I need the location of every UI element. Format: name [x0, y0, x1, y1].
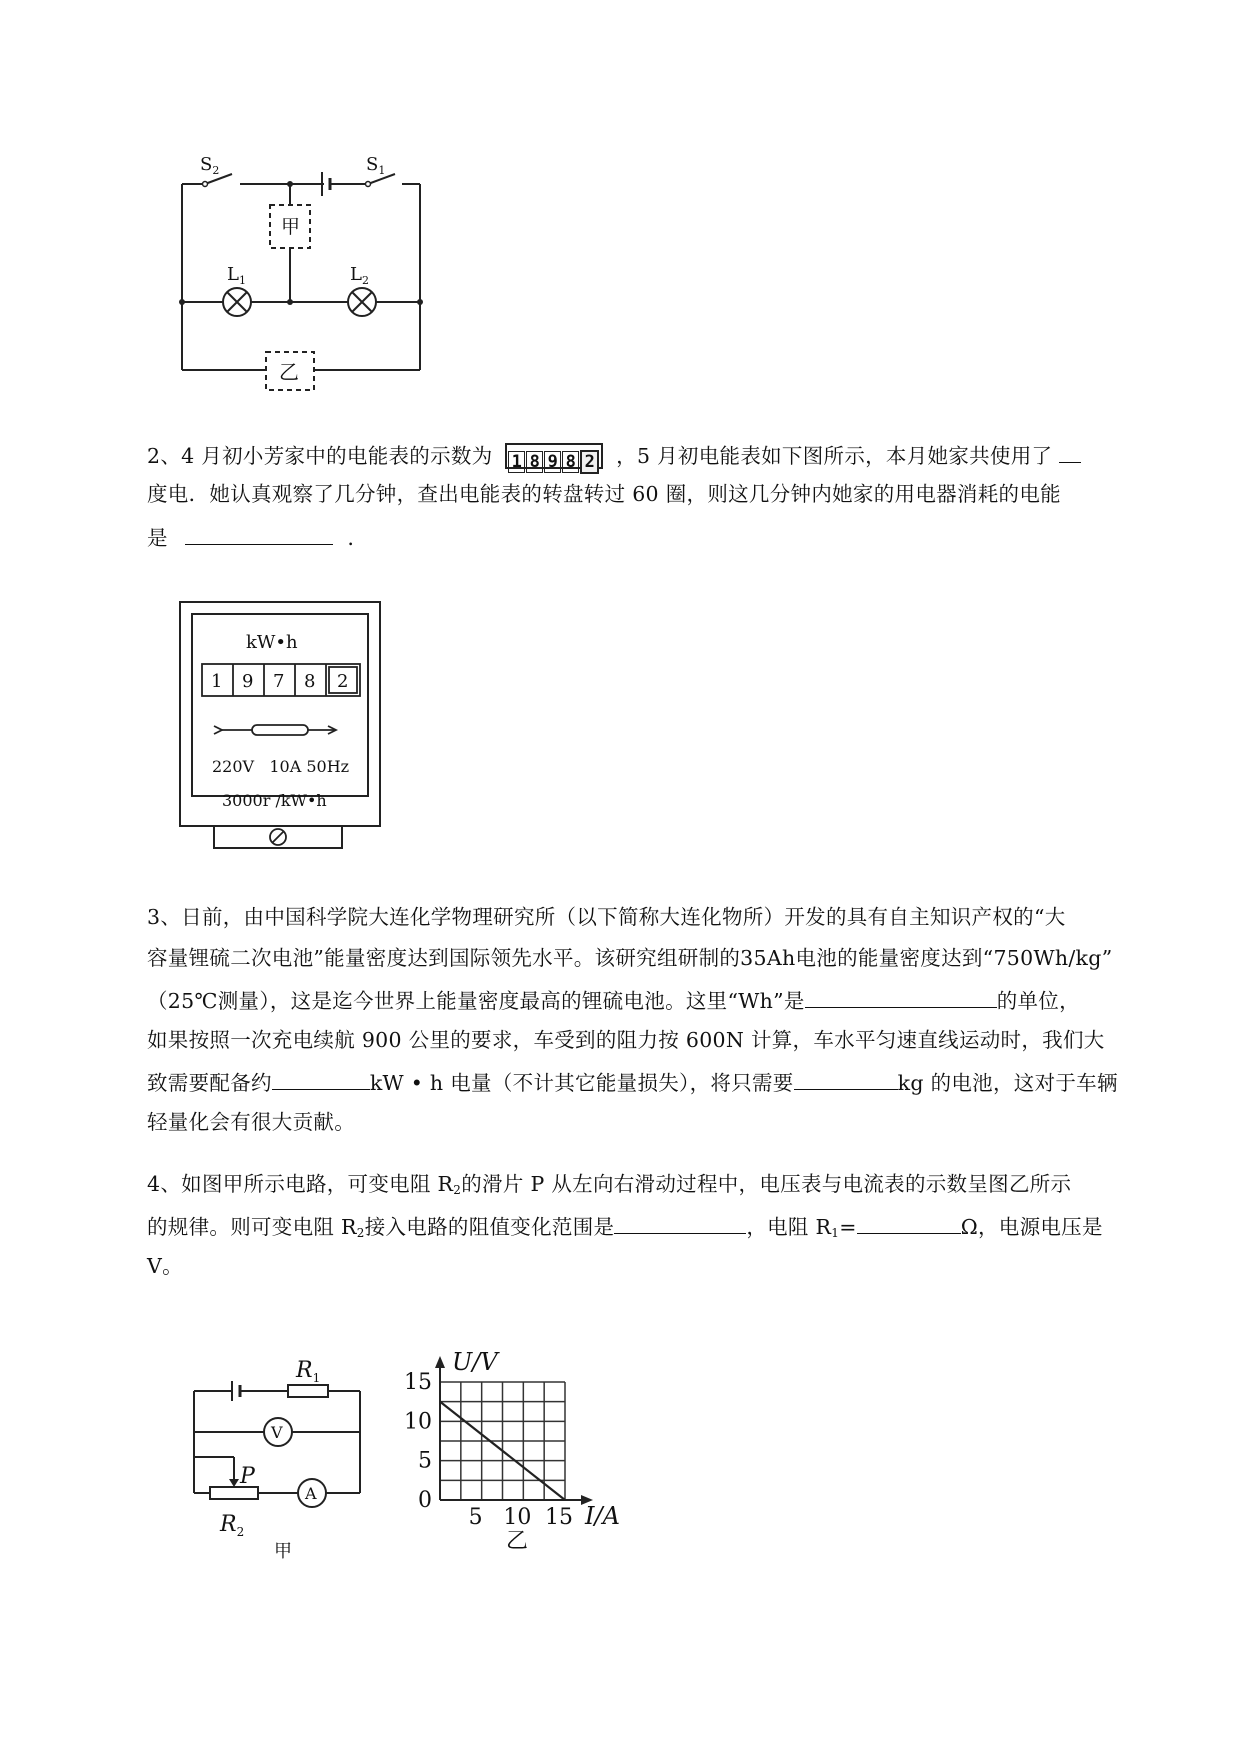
voltmeter-label: V — [271, 1423, 283, 1442]
meter-digit: 7 — [273, 671, 285, 692]
figure-yi-caption: 乙 — [506, 1529, 529, 1554]
inline-meter-digit: 2 — [580, 450, 599, 474]
q2-text-c: 是 — [147, 526, 168, 550]
y-tick-label: 15 — [404, 1370, 432, 1395]
q4-text-b: 的滑片 P 从左向右滑动过程中，电压表与电流表的示数呈图乙所示 — [461, 1172, 1072, 1196]
q3-text-c: 致需要配备约 — [147, 1071, 272, 1095]
q4-sub-a: 2 — [453, 1183, 462, 1197]
y-tick-label: 10 — [404, 1409, 432, 1435]
q4-text-g: Ω，电源电压是 — [960, 1215, 1103, 1239]
q2-line-3 — [147, 522, 368, 552]
q3-line-6: 轻量化会有很大贡献。 — [147, 1110, 355, 1134]
meter-rating: 220V 10A 50Hz — [212, 757, 350, 776]
circuit-figure-1 — [170, 154, 430, 390]
q2-line-2: 度电．她认真观察了几分钟，查出电能表的转盘转过 60 圈，则这几分钟内她家的用电器消耗的电能 — [147, 482, 1061, 506]
q2-blank-1[interactable] — [1059, 440, 1081, 463]
chart-y-axis-label: U/V — [452, 1348, 498, 1376]
meter-constant: 3000r /kW•h — [222, 791, 327, 810]
meter-digit: 8 — [304, 671, 316, 692]
meter-disc-icon — [214, 725, 336, 735]
meter-unit: kW•h — [246, 632, 298, 653]
x-tick-label: 5 — [468, 1505, 483, 1530]
q3-line-4: 如果按照一次充电续航 900 公里的要求，车受到的阻力按 600N 计算，车水平匀速直线运动时，我们大 — [147, 1028, 1105, 1052]
q2-text-a: 2、4 月初小芳家中的电能表的示数为 — [147, 444, 493, 468]
electric-meter-figure — [178, 600, 388, 850]
p-label: P — [240, 1464, 255, 1489]
q3-blank-1[interactable] — [805, 985, 997, 1008]
chart-grid — [440, 1382, 565, 1500]
l2-label: $L_2$ — [350, 264, 369, 287]
q3-text-d: kW • h 电量（不计其它能量损失），将只需要 — [369, 1071, 794, 1095]
q3-text-b: 的单位， — [996, 989, 1080, 1013]
q4-line-1 — [147, 1170, 1071, 1204]
q4-line-3: V。 — [147, 1254, 183, 1278]
x-tick-label: 10 — [503, 1505, 532, 1530]
q3-line-5 — [147, 1067, 1118, 1097]
q4-text-d: 接入电路的阻值变化范围是 — [364, 1215, 615, 1239]
q3-line-3 — [147, 985, 1080, 1015]
q4-sub-b: 2 — [356, 1226, 365, 1240]
ammeter-label: A — [305, 1484, 317, 1503]
meter-digit: 9 — [242, 671, 254, 692]
inline-meter-digit: 1 — [508, 451, 525, 473]
r2-label: $R_2$ — [220, 1512, 245, 1539]
meter-digit: 1 — [211, 671, 223, 692]
s2-label: $S_2$ — [200, 154, 220, 177]
l1-label: $L_1$ — [227, 264, 246, 287]
q3-text-e: kg 的电池，这对于车辆 — [897, 1071, 1118, 1095]
figure-jia-caption: 甲 — [274, 1541, 292, 1562]
chart-ticks — [404, 1370, 573, 1530]
q4-text-c: 的规律。则可变电阻 R — [147, 1215, 357, 1239]
inline-meter-reading — [505, 443, 603, 472]
q3-line-1: 3、日前，由中国科学院大连化学物理研究所（以下简称大连化物所）开发的具有自主知识产权的“大 — [147, 905, 1066, 929]
meter-digit: 2 — [337, 671, 349, 692]
q4-text-a: 4、如图甲所示电路，可变电阻 R — [147, 1172, 454, 1196]
q2-text-b: ，5 月初电能表如下图所示，本月她家共使用了 — [616, 444, 1053, 468]
q2-line-1 — [147, 440, 1081, 470]
q3-text-a: （25℃测量），这是迄今世界上能量密度最高的锂硫电池。这里“Wh”是 — [147, 989, 805, 1013]
inline-meter-digit: 8 — [562, 451, 579, 473]
chart-x-axis-label: I/A — [585, 1502, 620, 1530]
box-jia-label: 甲 — [281, 216, 301, 238]
y-axis-arrow — [435, 1356, 445, 1368]
q4-blank-1[interactable] — [614, 1211, 746, 1234]
u-i-chart — [404, 1320, 670, 1560]
q4-blank-2[interactable] — [857, 1211, 961, 1234]
box-yi-label: 乙 — [279, 360, 299, 384]
inline-meter-digit: 9 — [544, 451, 561, 473]
r1-label: $R_1$ — [296, 1358, 321, 1385]
circuit-figure-jia — [190, 1345, 390, 1562]
q3-blank-2[interactable] — [272, 1067, 370, 1090]
q4-text-f: = — [839, 1215, 857, 1239]
q4-sub-c: 1 — [831, 1226, 840, 1240]
x-tick-label: 15 — [545, 1505, 573, 1530]
q3-line-2: 容量锂硫二次电池”能量密度达到国际领先水平。该研究组研制的35Ah电池的能量密度达到“750Wh/kg” — [147, 946, 1113, 970]
inline-meter-digit: 8 — [526, 451, 543, 473]
y-tick-label: 5 — [418, 1448, 432, 1474]
chart-axes — [435, 1356, 593, 1505]
q4-line-2 — [147, 1211, 1103, 1247]
q2-text-d: ． — [347, 526, 369, 550]
q4-text-e: ，电阻 R — [746, 1215, 832, 1239]
s1-label: $S_1$ — [366, 154, 386, 177]
q3-blank-3[interactable] — [794, 1067, 898, 1090]
q2-blank-2[interactable] — [185, 522, 333, 545]
y-tick-label: 0 — [418, 1488, 432, 1513]
